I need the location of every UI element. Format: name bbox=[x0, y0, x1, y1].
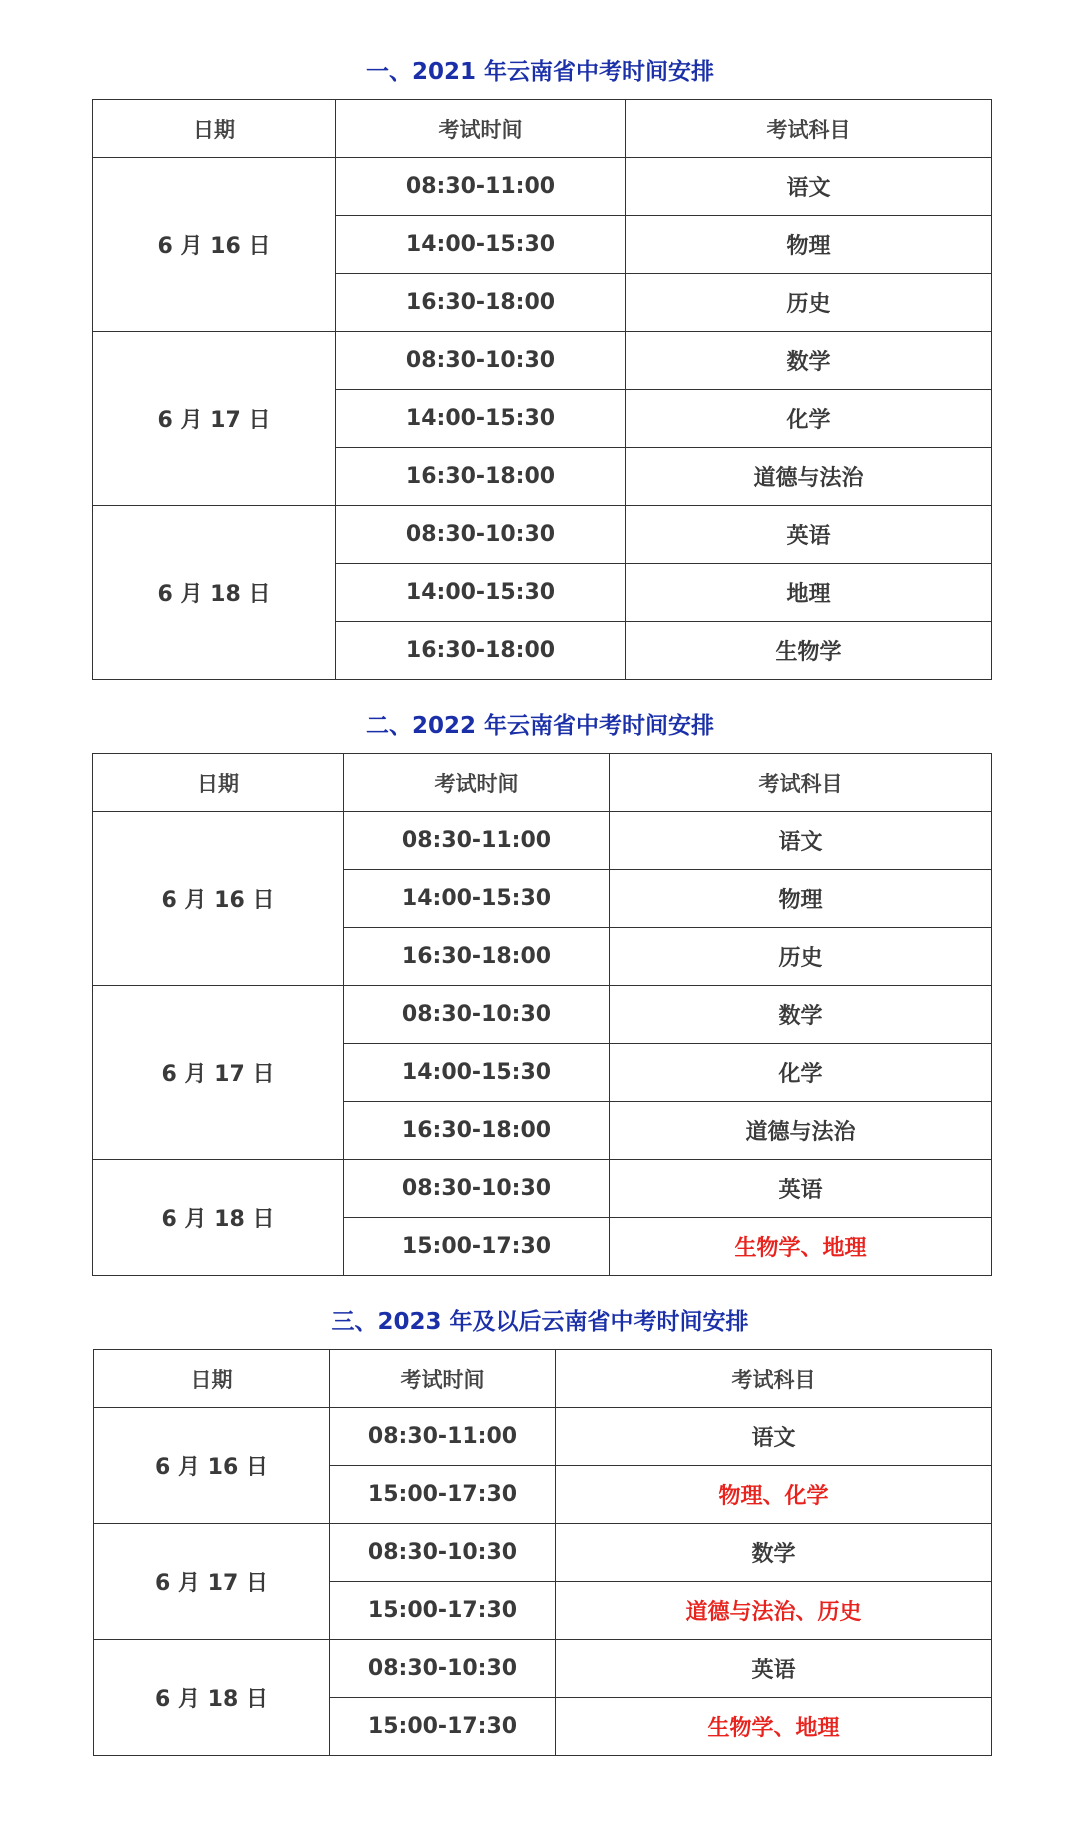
subject-cell: 化学 bbox=[610, 1044, 992, 1102]
time-cell: 14:00-15:30 bbox=[336, 216, 626, 274]
time-cell: 08:30-10:30 bbox=[330, 1640, 556, 1698]
time-cell: 15:00-17:30 bbox=[330, 1582, 556, 1640]
subject-cell: 英语 bbox=[556, 1640, 992, 1698]
date-cell: 6 月 17 日 bbox=[93, 986, 344, 1160]
table-row bbox=[93, 506, 992, 564]
time-cell: 08:30-11:00 bbox=[336, 158, 626, 216]
time-cell: 16:30-18:00 bbox=[336, 274, 626, 332]
header-row bbox=[93, 100, 992, 158]
subject-cell: 英语 bbox=[610, 1160, 992, 1218]
time-cell: 08:30-10:30 bbox=[330, 1524, 556, 1582]
subject-cell-highlighted: 生物学、地理 bbox=[610, 1218, 992, 1276]
subject-cell: 物理 bbox=[626, 216, 992, 274]
time-cell: 15:00-17:30 bbox=[330, 1698, 556, 1756]
date-header: 日期 bbox=[93, 100, 336, 158]
table-row bbox=[93, 332, 992, 390]
time-cell: 15:00-17:30 bbox=[344, 1218, 610, 1276]
subject-cell: 数学 bbox=[610, 986, 992, 1044]
date-header: 日期 bbox=[93, 754, 344, 812]
time-header: 考试时间 bbox=[330, 1350, 556, 1408]
subject-cell-highlighted: 道德与法治、历史 bbox=[556, 1582, 992, 1640]
subject-cell: 历史 bbox=[610, 928, 992, 986]
date-header: 日期 bbox=[94, 1350, 330, 1408]
time-cell: 08:30-11:00 bbox=[330, 1408, 556, 1466]
time-cell: 14:00-15:30 bbox=[336, 390, 626, 448]
subject-cell: 数学 bbox=[556, 1524, 992, 1582]
date-cell: 6 月 17 日 bbox=[94, 1524, 330, 1640]
schedule-table-2021 bbox=[92, 99, 992, 680]
time-cell: 14:00-15:30 bbox=[336, 564, 626, 622]
time-header: 考试时间 bbox=[336, 100, 626, 158]
subject-cell: 道德与法治 bbox=[626, 448, 992, 506]
time-cell: 14:00-15:30 bbox=[344, 1044, 610, 1102]
subject-cell: 化学 bbox=[626, 390, 992, 448]
subject-cell: 历史 bbox=[626, 274, 992, 332]
time-cell: 08:30-11:00 bbox=[344, 812, 610, 870]
table-row bbox=[93, 158, 992, 216]
subject-cell: 生物学 bbox=[626, 622, 992, 680]
time-cell: 08:30-10:30 bbox=[336, 332, 626, 390]
subject-cell-highlighted: 物理、化学 bbox=[556, 1466, 992, 1524]
subject-cell: 语文 bbox=[610, 812, 992, 870]
table-row bbox=[93, 812, 992, 870]
subject-header: 考试科目 bbox=[556, 1350, 992, 1408]
time-cell: 08:30-10:30 bbox=[344, 1160, 610, 1218]
time-cell: 08:30-10:30 bbox=[344, 986, 610, 1044]
table-row bbox=[94, 1408, 992, 1466]
section-title-2021: 一、2021 年云南省中考时间安排 bbox=[365, 59, 715, 85]
time-cell: 15:00-17:30 bbox=[330, 1466, 556, 1524]
date-cell: 6 月 18 日 bbox=[94, 1640, 330, 1756]
subject-header: 考试科目 bbox=[610, 754, 992, 812]
time-cell: 16:30-18:00 bbox=[336, 622, 626, 680]
header-row bbox=[93, 754, 992, 812]
table-row bbox=[93, 1160, 992, 1218]
date-cell: 6 月 16 日 bbox=[93, 158, 336, 332]
time-cell: 16:30-18:00 bbox=[344, 1102, 610, 1160]
subject-cell: 物理 bbox=[610, 870, 992, 928]
subject-cell: 语文 bbox=[556, 1408, 992, 1466]
subject-cell-highlighted: 生物学、地理 bbox=[556, 1698, 992, 1756]
subject-cell: 道德与法治 bbox=[610, 1102, 992, 1160]
table-row bbox=[94, 1640, 992, 1698]
section-title-2022: 二、2022 年云南省中考时间安排 bbox=[365, 713, 715, 739]
date-cell: 6 月 16 日 bbox=[94, 1408, 330, 1524]
date-cell: 6 月 16 日 bbox=[93, 812, 344, 986]
time-cell: 16:30-18:00 bbox=[344, 928, 610, 986]
schedule-table-2022 bbox=[92, 753, 992, 1276]
date-cell: 6 月 18 日 bbox=[93, 1160, 344, 1276]
subject-cell: 地理 bbox=[626, 564, 992, 622]
table-row bbox=[93, 986, 992, 1044]
table-row bbox=[94, 1524, 992, 1582]
time-cell: 14:00-15:30 bbox=[344, 870, 610, 928]
subject-cell: 英语 bbox=[626, 506, 992, 564]
schedule-table-2023 bbox=[93, 1349, 992, 1756]
date-cell: 6 月 18 日 bbox=[93, 506, 336, 680]
section-title-2023: 三、2023 年及以后云南省中考时间安排 bbox=[331, 1309, 749, 1335]
time-cell: 08:30-10:30 bbox=[336, 506, 626, 564]
subject-cell: 语文 bbox=[626, 158, 992, 216]
header-row bbox=[94, 1350, 992, 1408]
time-header: 考试时间 bbox=[344, 754, 610, 812]
time-cell: 16:30-18:00 bbox=[336, 448, 626, 506]
subject-cell: 数学 bbox=[626, 332, 992, 390]
date-cell: 6 月 17 日 bbox=[93, 332, 336, 506]
subject-header: 考试科目 bbox=[626, 100, 992, 158]
